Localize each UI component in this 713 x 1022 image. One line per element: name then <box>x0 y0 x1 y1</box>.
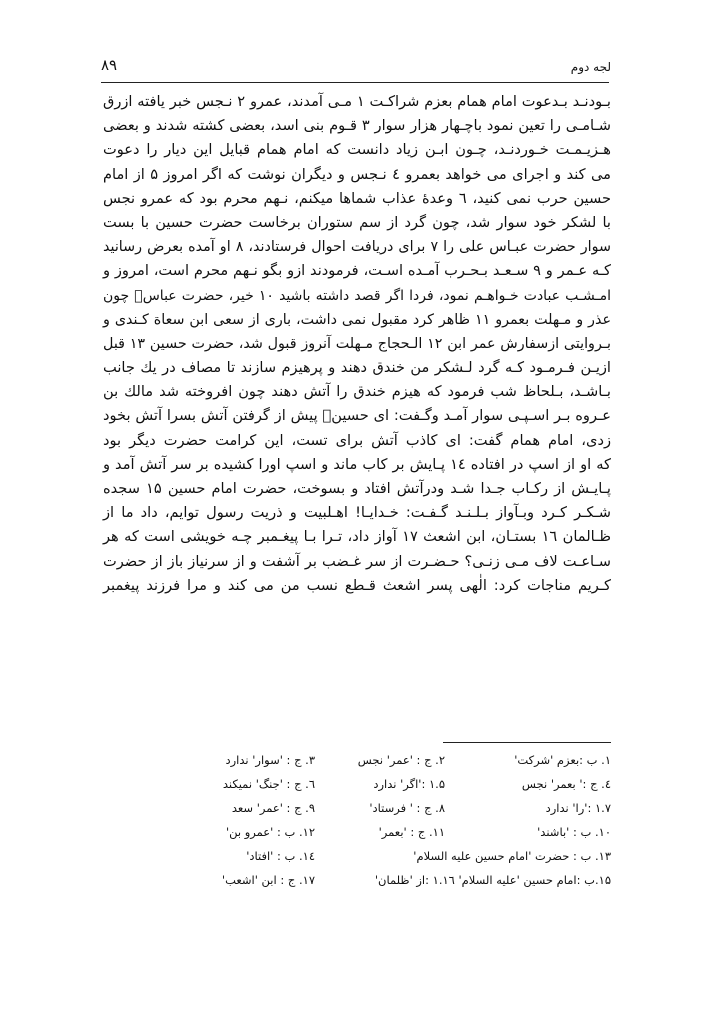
footnote: ۸. ج : ' فرستاد' <box>369 801 445 815</box>
footnote-rule <box>443 742 611 743</box>
footnote: ٤. ج :' بعمر' نجس <box>521 777 611 791</box>
body-line: شـامـی را تعین نمود باچـهار هزار سوار ۳ قـوم بنی اسد، بعضی کشته شدند و بعضی <box>103 117 611 135</box>
running-title: لجه دوم <box>570 60 611 74</box>
footnote: ۳. ج : 'سوار' ندارد <box>225 753 315 767</box>
body-line: می کند و اجرای می خواهد بعمرو ٤ نـجس و دیگران نوشت که اگر امروز ۵ از امام <box>103 165 611 183</box>
body-line: بـاشـد، بـلحاظ شب فرمود که هیزم خندق را آتش دهند چون افروخته شد مالك بن <box>103 383 611 401</box>
footnote: ۲. ج : 'عمر' نجس <box>357 753 445 767</box>
footnote: ۱۱. ج : 'بعمر' <box>378 825 445 839</box>
body-line: هـزیـمـت خـوردنـد، چـون ابـن زیاد دانست که امام همام قبایل این دیار را دعوت <box>103 141 611 159</box>
footnote-row <box>103 844 611 868</box>
body-line: امـشـب عبادت خـواهـم نمود، فردا اگر قصد داشته باشید ۱۰ خیر، حضرت عباسؑ چون <box>103 287 611 304</box>
body-line: ظـالمان ۱٦ بستـان، ابن اشعث ۱۷ آواز داد، تـرا بـا پیغـمبر چـه خویشی است که هر <box>103 528 611 546</box>
footnote: ٦. ج : 'جنگ' نمیکند <box>222 777 315 791</box>
footnotes <box>103 748 611 892</box>
body-line: بـودنـد بـدعوت امام همام بعزم شراکـت ۱ مـی آمدند، عمرو ۲ نـجس خبر یافته ازرق <box>103 93 611 110</box>
body-line: شـکـر کـرد وبـآواز بـلـنـد گـفـت: خـدایـا! اهـلبیت و ذریت رسول توایم، داد ما از <box>103 504 611 522</box>
body-line: سوار حضرت عبـاس علی را ۷ برای دریافت احوال فرستادند، ۸ او آمده بعرض رسانید <box>103 239 611 256</box>
header-rule <box>101 82 609 83</box>
footnote: ۱۵.ب :امام حسین 'علیه السلام' ۱.۱٦ :از 'ظلمان' <box>374 873 611 887</box>
body-line: با لشکر خود سوار شد، چون گرد از سم ستوران برخاست حضرت حسین با بست <box>103 213 611 231</box>
footnote-row <box>103 748 611 772</box>
body-text <box>103 90 611 598</box>
footnote: ۱٤. ب : 'افتاد' <box>246 849 315 863</box>
body-line: کـریم مناجات کرد: الٰهی پسر اشعث قـطع نسب من می کند و مرا فرزند پیغمبر <box>103 576 611 594</box>
footnote: ۱.۷ :'را' ندارد <box>545 801 611 815</box>
body-line: کـه عـمر و ۹ سـعـد بـحـرب آمـده اسـت، فرمودند ازو بگو نـهم محرم است، امروز و <box>103 262 611 280</box>
body-line: ازیـن فـرمـود کـه گرد لـشکر من خندق دهند و پرهیزم سازند تا مصاف در یك جانب <box>103 359 611 377</box>
body-line: عذر و مـهلت بعمرو ۱۱ ظاهر کرد مقبول نمی داشت، باری از سعی ابن سعاة کـندی و <box>103 311 611 328</box>
body-line: بـروایتی ازسفارش عمر ابن ۱۲ الـحجاج مـهلت آنروز قبول شد، حضرت حسین ۱۳ قبل <box>103 335 611 352</box>
body-line: سـاعـت لاف مـی زنـی؟ حـضـرت از سر غـضب بر آشفت و از سرنیاز باز از حضرت <box>103 552 611 570</box>
footnote: ۱. ب :بعزم 'شرکت' <box>514 753 611 767</box>
footnote: ۱۷. ج : ابن 'اشعب' <box>221 873 315 887</box>
footnote: ۱۰. ب : 'باشند' <box>537 825 611 839</box>
footnote: ۱۳. ب : حضرت 'امام حسین علیه السلام' <box>413 849 611 863</box>
body-line: حسین حرب نمی کنید، ٦ وعدهٔ عذاب شماها میکنم، نـهم محرم بود که عمرو نجس <box>103 189 611 207</box>
page-number: ۸۹ <box>101 56 118 74</box>
body-line: پـایـش از رکـاب جـدا شـد ودرآتش افتاد و بسوخت، حضرت امام حسین ۱۵ سجده <box>103 480 611 497</box>
body-line: که او از اسپ در افتاده ۱٤ پـایش بر کاب ماند و اسپ اورا کشیده بر سر آتش آمد و <box>103 455 611 473</box>
footnote-row <box>103 772 611 796</box>
footnote-row <box>103 868 611 892</box>
body-line: زدی، امام همام گفت: ای کاذب آتش برای تست، این کرامت حضرت دیگر بود <box>103 431 611 449</box>
footnote-row <box>103 820 611 844</box>
body-line: عـروه بـر اسـپـی سوار آمـد وگـفت: ای حسینؑ پیش از گرفتن آتش بسرا آتش بخود <box>103 407 611 425</box>
footnote: ۱۲. ب : 'عمرو بن' <box>225 825 315 839</box>
footnote: ۱.۵ :'اگر' ندارد <box>373 777 445 791</box>
footnote: ۹. ج : 'عمر' سعد <box>231 801 315 815</box>
footnote-row <box>103 796 611 820</box>
